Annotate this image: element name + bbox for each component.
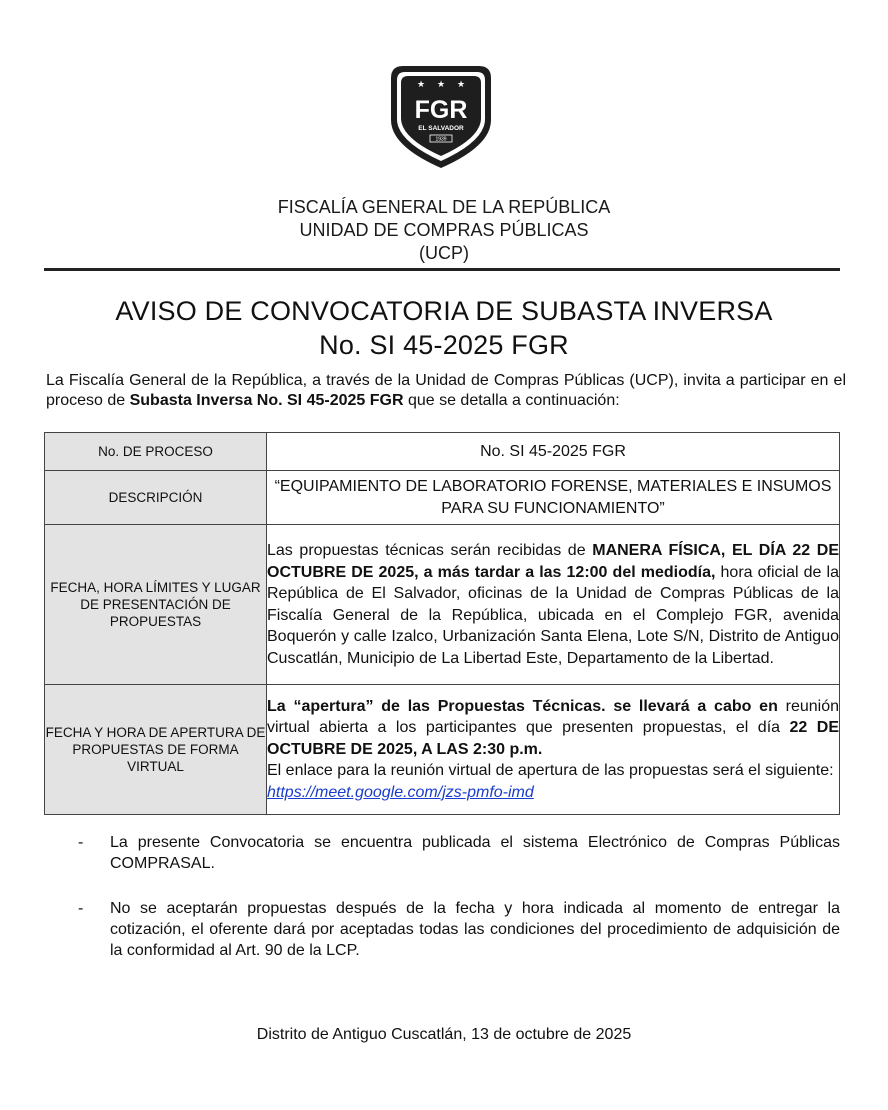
intro-text-start: La Fiscalía General de la República, a través de la Unidad de Compras Públicas (UCP), invita a participar en el proceso de xyxy=(46,372,846,409)
deadline-value xyxy=(267,525,840,685)
table-row xyxy=(45,433,840,471)
opening-date: 22 DE OCTUBRE DE 2025, A LAS 2:30 p.m. xyxy=(267,719,840,758)
meeting-link[interactable]: https://meet.google.com/jzs-pmfo-imd xyxy=(267,783,534,801)
unit-name: UNIDAD DE COMPRAS PÚBLICAS xyxy=(299,220,589,240)
intro-paragraph xyxy=(46,371,846,411)
note-bullet: - xyxy=(78,834,84,851)
note-publication: La presente Convocatoria se encuentra publicada el sistema Electrónico de Compras Públicas COMPRASAL. xyxy=(110,834,840,872)
intro-process-name: Subasta Inversa No. SI 45-2025 FGR xyxy=(129,392,404,409)
logo-subtext: EL SALVADOR xyxy=(418,125,464,132)
opening-text: reunión virtual abierta a los participantes que presenten propuestas, el día xyxy=(267,697,839,737)
deadline-label: FECHA, HORA LÍMITES Y LUGAR DE PRESENTACIÓN DE PROPUESTAS xyxy=(45,525,267,685)
unit-acronym: (UCP) xyxy=(419,243,469,263)
deadline-text-end: hora oficial de la República de El Salvador, oficinas de la Unidad de Compras Públicas de la Fiscalía General de la República, ubicada en el Complejo FGR, avenida Boquerón y calle Izalco, Urbanización Santa Elena, Lote S/N, Distrito de Antiguo Cuscatlán, Municipio de La Libertad Este, Departamento de la Libertad. xyxy=(267,563,839,667)
table-row xyxy=(45,471,840,525)
opening-text-bold: La “apertura” de las Propuestas Técnicas. se llevará a cabo en xyxy=(267,697,778,715)
logo-text: FGR xyxy=(414,96,468,124)
process-number-value: No. SI 45-2025 FGR xyxy=(267,433,840,471)
opening-label: FECHA Y HORA DE APERTURA DE PROPUESTAS DE FORMA VIRTUAL xyxy=(45,685,267,815)
intro-text-end: que se detalla a continuación: xyxy=(403,392,620,409)
deadline-date: MANERA FÍSICA, EL DÍA 22 DE OCTUBRE DE 2025, a más tardar a las 12:00 del mediodía, xyxy=(267,542,839,581)
description-label: DESCRIPCIÓN xyxy=(45,471,267,525)
note-item xyxy=(78,898,840,961)
deadline-text-start: Las propuestas técnicas serán recibidas de xyxy=(267,542,593,559)
logo-year: 1939 xyxy=(435,136,447,143)
opening-value xyxy=(267,685,840,815)
opening-link-intro: El enlace para la reunión virtual de apertura de las propuestas será el siguiente: xyxy=(267,762,834,780)
note-bullet: - xyxy=(78,900,84,917)
process-number-label: No. DE PROCESO xyxy=(45,433,267,471)
svg-text:★: ★ xyxy=(456,80,466,90)
document-number: No. SI 45-2025 FGR xyxy=(319,330,569,360)
description-value: “EQUIPAMIENTO DE LABORATORIO FORENSE, MATERIALES E INSUMOS PARA SU FUNCIONAMIENTO” xyxy=(267,471,840,525)
org-name: FISCALÍA GENERAL DE LA REPÚBLICA xyxy=(277,197,611,217)
table-row xyxy=(45,525,840,685)
fgr-badge-logo xyxy=(389,64,493,170)
svg-text:★: ★ xyxy=(436,80,446,90)
table-row xyxy=(45,685,840,815)
svg-text:★: ★ xyxy=(416,80,426,90)
note-late-proposals: No se aceptarán propuestas después de la fecha y hora indicada al momento de entregar la cotización, el oferente dará por aceptadas todas las condiciones del procedimiento de adquisición de la conformidad al Art. 90 de la LCP. xyxy=(110,900,840,959)
place-and-date: Distrito de Antiguo Cuscatlán, 13 de octubre de 2025 xyxy=(256,1026,632,1043)
note-item xyxy=(78,832,840,874)
document-title: AVISO DE CONVOCATORIA DE SUBASTA INVERSA xyxy=(115,296,773,326)
header-divider xyxy=(44,268,840,271)
process-details-table xyxy=(44,432,840,815)
